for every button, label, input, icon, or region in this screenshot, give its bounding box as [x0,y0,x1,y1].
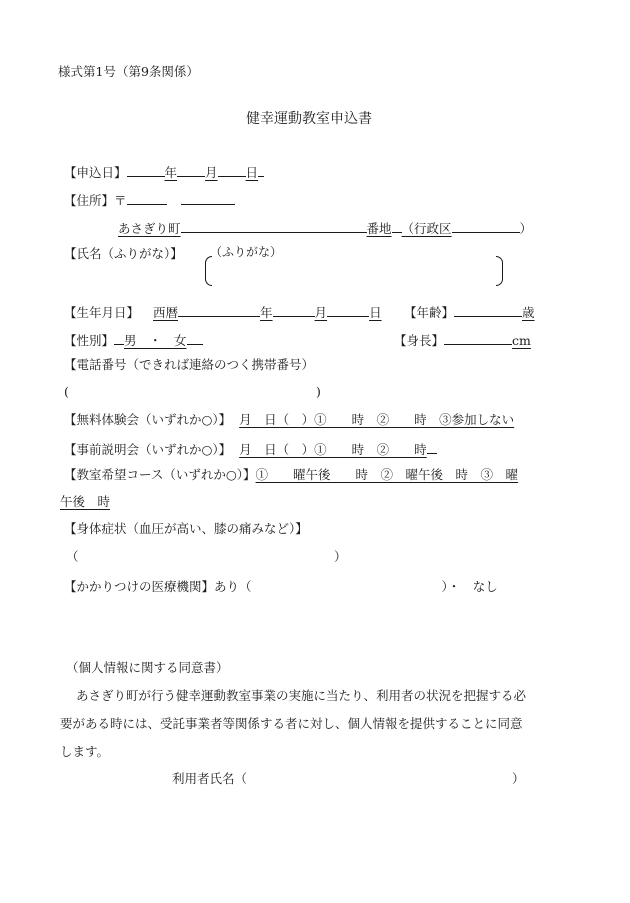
gender-tail [187,330,203,345]
birth-year-field[interactable] [178,302,260,317]
pre-briefing-options[interactable]: 月 日（ ）① 時 ② 時 [239,442,427,457]
birth-day-field[interactable] [327,302,369,317]
address-row [64,190,235,209]
address-gap [392,218,402,233]
height-group [394,330,531,349]
address-banchi-label: 番地 [366,221,392,236]
signature-input-area[interactable] [258,771,508,787]
signature-label: 利用者氏名（ [172,771,248,786]
course-label: 【教室希望コース（いずれか○）】 [64,467,256,482]
address-town: あさぎり町 [118,221,181,236]
application-year-field[interactable] [127,162,165,177]
free-trial-options[interactable]: 月 日（ ）① 時 ② 時 ③参加しない [239,412,515,427]
application-date-label: 【申込日】 [64,165,127,180]
consent-text-line1: あさぎり町が行う健幸運動教室事業の実施に当たり、利用者の状況を把握する必 [76,688,527,703]
phone-label: 【電話番号（できれば連絡のつく携帯番号） [64,357,315,372]
name-bracket-right [496,256,503,286]
clinic-close[interactable]: ）・ なし [441,579,498,594]
postal-code-field-1[interactable] [127,190,167,205]
form-number: 様式第1号（第9条関係） [58,64,199,79]
consent-heading: （個人情報に関する同意書） [66,660,229,675]
gender-gap [114,330,124,345]
birth-day-label: 日 [369,305,382,320]
birth-date-label: 【生年月日】 [64,305,140,320]
form-title: 健幸運動教室申込書 [246,111,372,127]
gender-options[interactable]: 男 ・ 女 [124,333,187,348]
birth-era: 西暦 [153,305,179,320]
phone-open: ( [64,384,69,399]
height-unit: cm [512,333,531,348]
address-banchi-field[interactable] [181,218,367,233]
name-bracket-left [205,256,212,286]
height-label: 【身長】 [394,333,445,348]
postal-mark: 〒 [114,193,127,208]
birth-date-row [64,302,382,321]
clinic-input-area[interactable] [252,577,442,591]
gender-label: 【性別】 [64,333,115,348]
application-date-tail [258,162,264,177]
free-trial-row [64,412,514,428]
application-month-label: 月 [205,165,218,180]
course-row [64,467,518,483]
consent-text-line3: します。 [60,744,110,759]
district-open: （行政区 [401,221,452,236]
age-label: 【年齢】 [404,305,455,320]
birth-month-label: 月 [314,305,328,320]
district-close: ） [519,221,533,236]
application-month-field[interactable] [177,162,205,177]
phone-close: ) [316,384,321,399]
clinic-row [64,577,498,595]
symptoms-input-area[interactable] [80,549,332,565]
symptoms-label: 【身体症状（血圧が高い、膝の痛みなど）】 [64,521,308,536]
symptoms-open: （ [66,549,79,564]
free-trial-label: 【無料体験会（いずれか○）】 [64,412,232,427]
pre-briefing-tail [427,439,437,454]
address-line [118,218,532,237]
course-options-line2[interactable]: 午後 時 [60,494,111,509]
application-year-label: 年 [164,165,178,180]
signature-close: ） [512,771,525,786]
age-field[interactable] [454,302,522,317]
postal-code-field-2[interactable] [181,190,235,205]
application-date-row [64,162,264,181]
birth-month-field[interactable] [273,302,315,317]
birth-year-label: 年 [260,305,273,320]
name-label: 【氏名（ふりがな）】 [64,246,183,261]
age-unit: 歳 [522,305,535,320]
consent-text-line2: 要がある時には、受託事業者等関係する者に対し、個人情報を提供することに同意 [60,716,523,731]
address-label: 【住所】 [64,193,115,208]
symptoms-close: ） [334,549,347,564]
clinic-label[interactable]: 【かかりつけの医療機関】あり（ [64,579,252,594]
age-group [404,302,535,321]
district-field[interactable] [452,218,520,233]
application-day-field[interactable] [218,162,246,177]
phone-input-area[interactable] [74,384,314,400]
course-row-2 [60,494,110,510]
pre-briefing-row [64,439,437,458]
furigana-hint: （ふりがな） [210,245,283,259]
gender-row [64,330,203,349]
course-options-line1[interactable]: ① 曜午後 時 ② 曜午後 時 ③ 曜 [255,467,519,482]
application-day-label: 日 [245,165,259,180]
pre-briefing-label: 【事前説明会（いずれか○）】 [64,442,232,457]
name-input-area[interactable] [214,258,496,284]
height-field[interactable] [444,330,512,345]
